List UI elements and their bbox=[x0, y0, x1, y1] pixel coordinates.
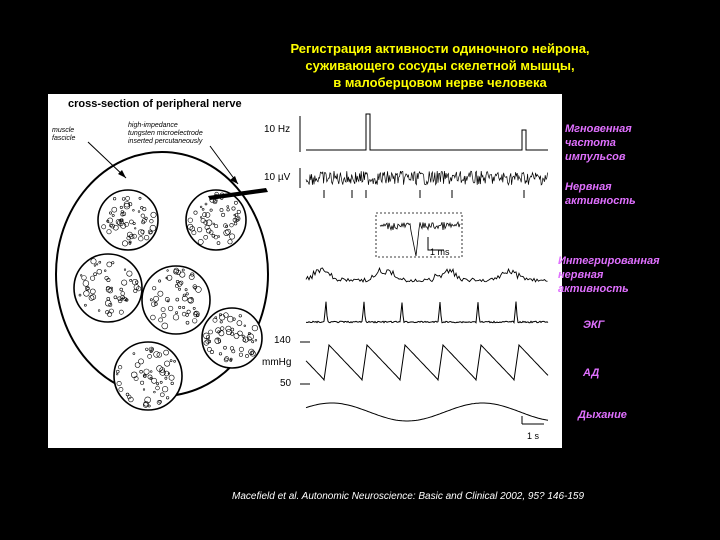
fascicle bbox=[74, 254, 142, 322]
fascicle bbox=[114, 342, 182, 410]
nerve-activity-trace bbox=[306, 171, 548, 185]
nerve-activity-line-1: Нервная bbox=[565, 181, 612, 193]
label-integrated-activity bbox=[558, 254, 660, 296]
label-ecg: ЭКГ bbox=[583, 319, 605, 331]
electrode-label bbox=[128, 122, 203, 146]
pressure-unit-label: mmHg bbox=[262, 357, 292, 368]
time-scale-bar bbox=[522, 416, 544, 424]
integrated-activity-trace bbox=[306, 268, 548, 282]
slide-title bbox=[230, 40, 650, 91]
volt-scale-label: 10 µV bbox=[264, 172, 291, 183]
citation: Macefield et al. Autonomic Neuroscience: Basic and Clinical 2002, 95? 146-159 bbox=[232, 491, 585, 502]
title-line-1: Регистрация активности одиночного нейрона, bbox=[290, 41, 590, 56]
muscle-label-line-1: muscle bbox=[52, 127, 75, 134]
figure-panel bbox=[48, 94, 562, 448]
time-scale-label: 1 s bbox=[527, 431, 540, 441]
title-line-3: в малоберцовом нерве человека bbox=[333, 75, 547, 90]
nerve-cross-section bbox=[56, 142, 268, 410]
instant-freq-line-3: импульсов bbox=[565, 151, 626, 163]
muscle-label-line-2: fascicle bbox=[52, 135, 76, 142]
instant-freq-line-1: Мгновенная bbox=[565, 123, 632, 135]
fascicle-outline bbox=[74, 254, 142, 322]
traces bbox=[306, 114, 548, 421]
fascicle bbox=[98, 190, 158, 250]
nerve-activity-line-2: активность bbox=[565, 195, 636, 207]
pressure-high-label: 140 bbox=[274, 335, 291, 346]
label-respiration: Дыхание bbox=[578, 409, 627, 421]
fascicle bbox=[142, 266, 210, 334]
label-bp: АД bbox=[583, 367, 600, 379]
label-instant-frequency bbox=[565, 122, 632, 164]
electrode-label-line-2: tungsten microelectrode bbox=[128, 130, 203, 137]
electrode-label-line-1: high-impedance bbox=[128, 122, 178, 129]
instant-frequency-trace bbox=[306, 114, 548, 150]
fascicle bbox=[202, 308, 262, 368]
electrode-label-line-3: inserted percutaneously bbox=[128, 138, 203, 145]
title-line-2: суживающего сосуды скелетной мышцы, bbox=[305, 58, 575, 73]
figure-drawing bbox=[48, 94, 562, 448]
instant-freq-line-2: частота bbox=[565, 137, 616, 149]
integrated-line-1: Интегрированная bbox=[558, 255, 660, 267]
integrated-line-2: нервная bbox=[558, 269, 604, 281]
spike-time-label: 1 ms bbox=[430, 247, 450, 257]
blood-pressure-trace bbox=[306, 345, 548, 380]
nerve-heading: cross-section of peripheral nerve bbox=[68, 98, 242, 110]
respiration-trace bbox=[306, 403, 548, 421]
muscle-fascicle-label bbox=[52, 127, 75, 143]
label-nerve-activity bbox=[565, 180, 636, 208]
fascicle-outline bbox=[98, 190, 158, 250]
ecg-trace bbox=[306, 302, 548, 323]
pressure-low-label: 50 bbox=[280, 378, 292, 389]
freq-scale-label: 10 Hz bbox=[264, 124, 291, 135]
integrated-line-3: активность bbox=[558, 283, 629, 295]
